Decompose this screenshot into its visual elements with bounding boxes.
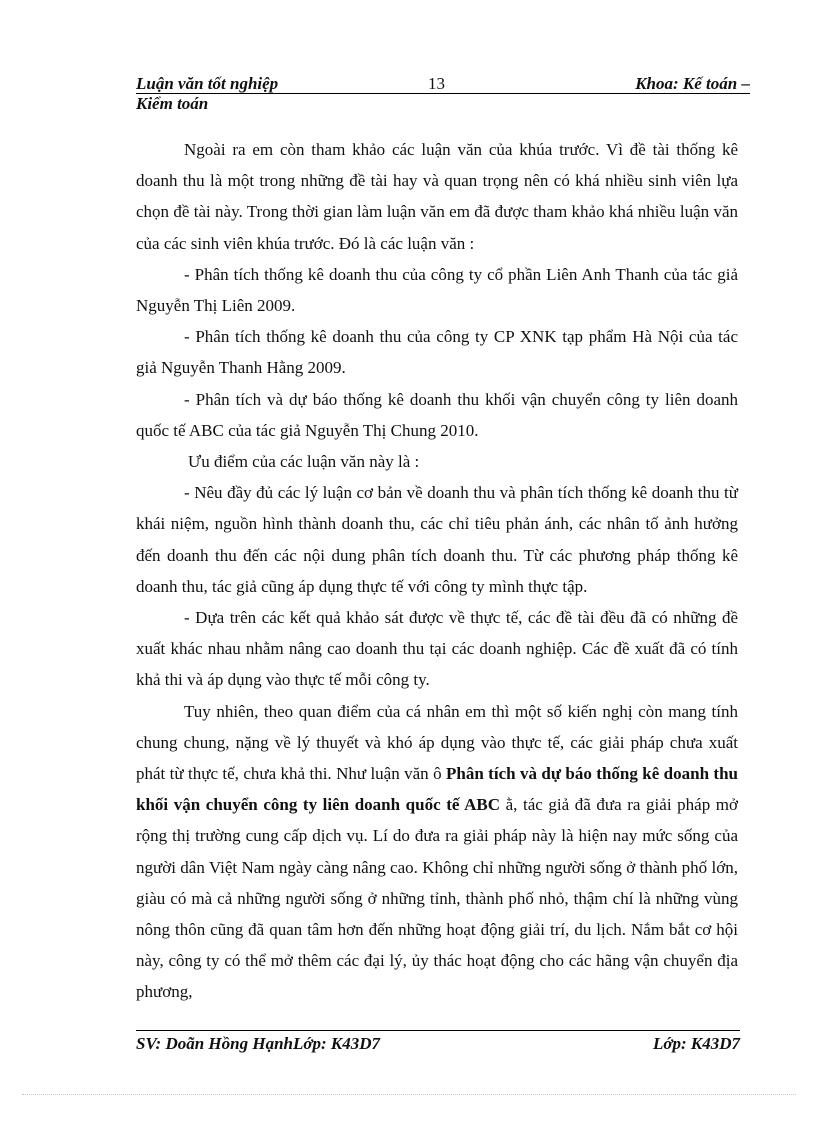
paragraph-thesis-2: - Phân tích thống kê doanh thu của công ty CP XNK tạp phẩm Hà Nội của tác giả Nguyễn Thanh Hằng 2009. xyxy=(136,327,738,378)
paragraph-thesis-3: - Phân tích và dự báo thống kê doanh thu khối vận chuyển công ty liên doanh quốc tế ABC của tác giả Nguyễn Thị Chung 2010. xyxy=(136,389,738,440)
paragraph-advantage-1: - Nêu đầy đủ các lý luận cơ bản về doanh thu và phân tích thống kê doanh thu từ khái niệm, nguồn hình thành doanh thu, các chỉ tiêu phản ánh, các nhân tố ảnh hưởng đến doanh thu đến các nội dung phân tích doanh thu. Từ các phương pháp thống kê doanh thu, tác giả cũng áp dụng thực tế với công ty mình thực tập. xyxy=(136,483,738,596)
page-footer xyxy=(136,1026,740,1056)
paragraph-limitations xyxy=(136,696,738,1008)
body-text xyxy=(136,134,738,1008)
header-faculty-label: Khoa: Kế toán – xyxy=(635,74,750,93)
footer-student-label: SV: Doãn Hồng HạnhLớp: K43D7 xyxy=(136,1034,381,1053)
footer-rule xyxy=(136,1030,740,1031)
limitations-text-end: ằ, tác giả đã đưa ra giải pháp mở rộng thị trường cung cấp dịch vụ. Lí do đưa ra giải pháp này là hiện nay mức sống của người dân Việt Nam ngày càng nâng cao. Không chỉ những người sống ở thành phố lớn, giàu có mà cả những người sống ở những tỉnh, thành phố nhỏ, thậm chí là những vùng nông thôn cũng đã quan tâm hơn đến những hoạt động giải trí, du lịch. Nắm bắt cơ hội này, công ty có thể mở thêm các đại lý, ủy thác hoạt động cho các hãng vận chuyển địa phương, xyxy=(136,795,738,1002)
page-bottom-dotted-border xyxy=(22,1094,796,1095)
paragraph-advantages-heading: Ưu điểm của các luận văn này là : xyxy=(188,452,420,472)
page-number: 13 xyxy=(428,74,445,93)
page-header xyxy=(136,74,750,120)
paragraph-thesis-1: - Phân tích thống kê doanh thu của công ty cổ phần Liên Anh Thanh của tác giả Nguyễn Thị Liên 2009. xyxy=(136,264,738,316)
header-thesis-label: Luận văn tốt nghiệp xyxy=(136,74,279,93)
paragraph-intro: Ngoài ra em còn tham khảo các luận văn của khúa trước. Vì đề tài thống kê doanh thu là một trong những đề tài hay và quan trọng nên có khá nhiều sinh viên lựa chọn đề tài này. Trong thời gian làm luận văn em đã được tham khảo khá nhiều luận văn của các sinh viên khúa trước. Đó là các luận văn : xyxy=(136,140,738,253)
paragraph-advantage-2: - Dựa trên các kết quả khảo sát được về thực tế, các đề tài đều đã có những đề xuất khác nhau nhằm nâng cao doanh thu tại các doanh nghiệp. Các đề xuất đã có tính khả thi và áp dụng vào thực tế mỗi công ty. xyxy=(136,608,738,690)
footer-class-label: Lớp: K43D7 xyxy=(652,1034,740,1053)
header-faculty-continued: Kiểm toán xyxy=(136,94,209,113)
header-rule xyxy=(136,93,750,94)
limitations-bold-title: Phân tích và dự báo thống kê doanh thu khối vận chuyển công ty liên doanh quốc tế ABC xyxy=(136,764,738,815)
limitations-text-start: Tuy nhiên, theo quan điểm của cá nhân em thì một số kiến nghị còn mang tính chung chung, nặng về lý thuyết và khó áp dụng vào thực tế, các giải pháp chưa xuất phát từ thực tế, chưa khả thi. Như luận văn ô xyxy=(136,701,738,784)
